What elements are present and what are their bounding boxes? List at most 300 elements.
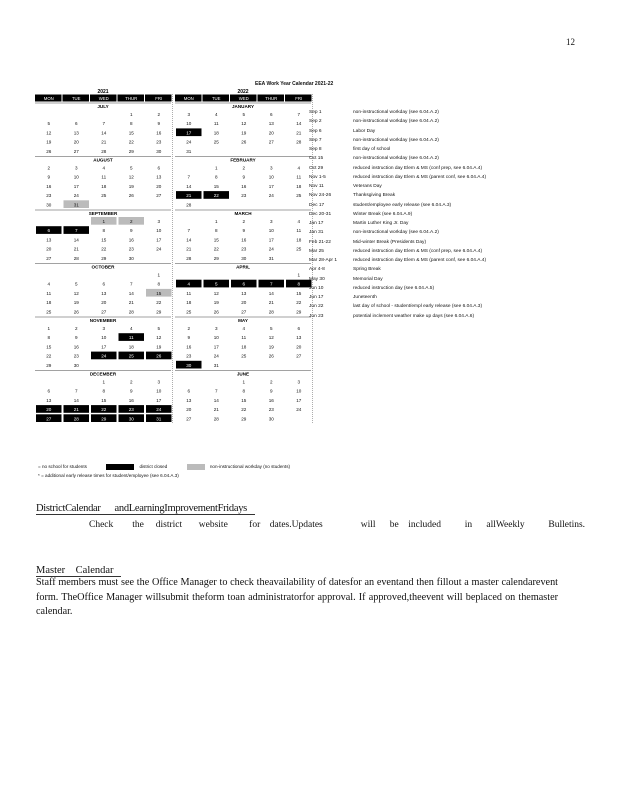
legend-grey-swatch xyxy=(187,464,205,470)
event-description: reduced instruction day (see 6.04.A.5) xyxy=(353,285,435,291)
day-number: 30 xyxy=(156,148,162,154)
event-description: non-instructional workday (see 6.04.A.2) xyxy=(353,110,439,116)
weekday-label: THUR xyxy=(265,96,278,101)
day-number: 14 xyxy=(268,290,274,296)
day-number: 30 xyxy=(186,362,192,368)
event-description: Martin Luther King Jr. Day xyxy=(353,221,409,227)
day-number: 12 xyxy=(46,130,52,136)
day-number: 12 xyxy=(213,290,219,296)
weekday-label: TUE xyxy=(71,96,81,101)
day-number: 13 xyxy=(46,397,52,403)
event-date: Sep 6 xyxy=(309,128,322,134)
day-number: 10 xyxy=(213,335,219,341)
event-date: Mar 28-Apr 1 xyxy=(309,258,337,264)
day-number: 24 xyxy=(268,246,274,252)
day-number: 11 xyxy=(46,290,52,296)
day-number: 30 xyxy=(128,416,134,422)
calendar-event xyxy=(309,238,486,247)
day-number: 27 xyxy=(186,416,192,422)
day-number: 12 xyxy=(73,290,79,296)
day-number: 1 xyxy=(214,165,218,171)
day-number: 2 xyxy=(129,219,133,224)
day-number: 23 xyxy=(46,193,52,199)
month-name: OCTOBER xyxy=(91,264,115,270)
day-number: 1 xyxy=(297,272,301,278)
day-number: 21 xyxy=(186,246,192,252)
day-number: 16 xyxy=(241,183,247,189)
event-date: May 30 xyxy=(309,276,325,282)
event-date: Jun 17 xyxy=(309,295,324,301)
day-number: 23 xyxy=(128,407,134,413)
day-number: 8 xyxy=(214,228,218,234)
event-description: reduced instruction day Elem & MS (parent conf, see 6.04.A.4) xyxy=(353,258,487,264)
day-number: 18 xyxy=(186,300,192,306)
day-number: 3 xyxy=(102,326,106,331)
page-number: 12 xyxy=(566,37,575,47)
day-number: 4 xyxy=(297,219,301,224)
day-number: 19 xyxy=(156,344,162,350)
day-number: 14 xyxy=(128,290,134,296)
day-number: 21 xyxy=(213,407,219,413)
event-description: non-instructional workday (see 6.04.A.2) xyxy=(353,156,439,162)
day-number: 25 xyxy=(296,193,302,199)
event-description: non-instructional workday (see 6.04.A.2) xyxy=(353,230,439,236)
day-number: 27 xyxy=(73,148,79,154)
day-number: 3 xyxy=(157,219,161,224)
day-number: 25 xyxy=(46,309,52,315)
event-date: Nov 11 xyxy=(309,184,324,190)
event-description: first day of school xyxy=(353,147,391,153)
day-number: 22 xyxy=(101,246,107,252)
event-date: Jan 17 xyxy=(309,221,324,227)
day-number: 26 xyxy=(128,193,134,199)
day-number: 10 xyxy=(73,174,79,180)
day-number: 20 xyxy=(46,246,52,252)
day-number: 21 xyxy=(101,139,107,145)
day-number: 8 xyxy=(214,174,218,180)
event-date: Dec 20-31 xyxy=(309,211,332,217)
weekday-label: WED xyxy=(238,96,249,101)
calendar-event xyxy=(309,275,486,284)
day-number: 8 xyxy=(129,121,133,127)
day-number: 9 xyxy=(74,335,78,341)
day-number: 7 xyxy=(214,388,218,394)
day-number: 16 xyxy=(268,397,274,403)
day-number: 20 xyxy=(241,300,247,306)
event-date: Jan 31 xyxy=(309,230,324,236)
event-description: Juneteenth xyxy=(353,295,377,301)
day-number: 4 xyxy=(129,326,133,331)
day-number: 28 xyxy=(296,139,302,145)
day-number: 2 xyxy=(269,379,273,385)
event-description: non-instructional workday (see 6.04.A.2) xyxy=(353,119,439,125)
event-description: Veterans Day xyxy=(353,184,382,190)
day-number: 4 xyxy=(214,112,218,117)
day-number: 8 xyxy=(47,335,51,341)
day-number: 26 xyxy=(156,353,162,359)
calendar-legend xyxy=(38,464,290,470)
day-number: 14 xyxy=(213,397,219,403)
weekday-label: FRI xyxy=(155,96,163,101)
day-number: 2 xyxy=(157,112,161,117)
day-number: 29 xyxy=(128,148,134,154)
calendar-event xyxy=(309,145,486,154)
day-number: 19 xyxy=(128,183,134,189)
day-number: 27 xyxy=(296,353,302,359)
day-number: 7 xyxy=(269,281,273,287)
calendar-event xyxy=(309,108,486,117)
day-number: 22 xyxy=(296,300,302,306)
day-number: 19 xyxy=(73,300,79,306)
event-date: Nov 1-5 xyxy=(309,174,326,180)
day-number: 8 xyxy=(102,228,106,234)
day-number: 16 xyxy=(128,397,134,403)
day-number: 6 xyxy=(47,388,51,394)
event-date: Dec 17 xyxy=(309,202,325,208)
calendar-event xyxy=(309,173,486,182)
calendar-event xyxy=(309,219,486,228)
weekday-label: FRI xyxy=(295,96,303,101)
event-description: reduced instruction day Elem & MS (parent conf, see 6.04.A.4) xyxy=(353,174,487,180)
calendar-event xyxy=(309,201,486,210)
event-date: Jun 22 xyxy=(309,304,324,310)
day-number: 29 xyxy=(46,362,52,368)
month-name: JULY xyxy=(97,104,109,109)
year-label: 2021 xyxy=(97,89,109,95)
section-heading-master-calendar: Master Calendar xyxy=(36,565,122,576)
event-date: Apr 4-8 xyxy=(309,267,325,273)
day-number: 21 xyxy=(186,193,192,199)
day-number: 9 xyxy=(187,335,191,341)
month-name: FEBRUARY xyxy=(230,157,256,163)
day-number: 23 xyxy=(73,353,79,359)
day-number: 10 xyxy=(101,335,107,341)
month-name: JANUARY xyxy=(231,104,255,109)
day-number: 10 xyxy=(156,388,162,394)
day-number: 17 xyxy=(73,183,79,189)
day-number: 16 xyxy=(241,237,247,243)
event-description: Memorial Day xyxy=(353,276,383,282)
day-number: 11 xyxy=(296,174,302,180)
event-description: reduced instruction day Elem & MS (conf prep, see 6.04.A.4) xyxy=(353,165,483,171)
day-number: 24 xyxy=(156,407,162,413)
calendar-event xyxy=(309,312,486,321)
day-number: 24 xyxy=(296,407,302,413)
day-number: 29 xyxy=(156,309,162,315)
day-number: 15 xyxy=(213,183,219,189)
day-number: 4 xyxy=(242,326,246,331)
day-number: 17 xyxy=(296,397,302,403)
calendar-event xyxy=(309,127,486,136)
day-number: 28 xyxy=(213,416,219,422)
day-number: 13 xyxy=(156,174,162,180)
day-number: 14 xyxy=(186,237,192,243)
day-number: 4 xyxy=(47,281,51,287)
day-number: 30 xyxy=(128,255,134,261)
section-body-master-calendar: Staff members must see the Office Manager to check theavailability of datesfor an eventand then fillout a master calendarevent form. TheOffice Manager willsubmit theform toan administratorfor approval. If approved,theevent will beplaced on themaster calendar. xyxy=(36,577,558,617)
month-name: MAY xyxy=(238,318,248,323)
event-description: Mid-winter Break (Presidents Day) xyxy=(353,239,427,245)
day-number: 17 xyxy=(213,344,219,350)
day-number: 13 xyxy=(46,237,52,243)
day-number: 7 xyxy=(129,281,133,287)
day-number: 2 xyxy=(47,165,51,171)
day-number: 27 xyxy=(156,193,162,199)
day-number: 20 xyxy=(46,407,52,413)
day-number: 14 xyxy=(73,397,79,403)
event-date: Feb 21-22 xyxy=(309,239,331,245)
day-number: 21 xyxy=(296,130,302,136)
day-number: 4 xyxy=(102,165,106,171)
day-number: 29 xyxy=(213,255,219,261)
day-number: 25 xyxy=(186,309,192,315)
day-number: 5 xyxy=(214,281,218,287)
day-number: 14 xyxy=(296,121,302,127)
calendar-event xyxy=(309,154,486,163)
month-name: SEPTEMBER xyxy=(88,211,118,216)
day-number: 10 xyxy=(268,228,274,234)
calendar-event xyxy=(309,191,486,200)
day-number: 22 xyxy=(46,353,52,359)
calendar-event xyxy=(309,210,486,219)
day-number: 29 xyxy=(241,416,247,422)
event-description: potential inclement weather make up days (see 6.04.A.6) xyxy=(353,313,475,319)
calendar-event xyxy=(309,256,486,265)
day-number: 7 xyxy=(187,174,191,180)
day-number: 15 xyxy=(213,237,219,243)
day-number: 18 xyxy=(213,130,219,136)
event-date: Oct 29 xyxy=(309,165,324,171)
day-number: 19 xyxy=(213,300,219,306)
day-number: 15 xyxy=(101,397,107,403)
month-name: MARCH xyxy=(234,211,252,216)
day-number: 5 xyxy=(242,112,246,117)
day-number: 8 xyxy=(297,281,301,287)
day-number: 13 xyxy=(268,121,274,127)
month-name: APRIL xyxy=(236,264,250,270)
calendar-event xyxy=(309,136,486,145)
day-number: 17 xyxy=(156,237,162,243)
day-number: 11 xyxy=(241,335,247,341)
day-number: 3 xyxy=(269,219,273,224)
month-name: JUNE xyxy=(236,371,250,377)
weekday-label: THUR xyxy=(125,96,138,101)
day-number: 18 xyxy=(128,344,134,350)
day-number: 12 xyxy=(241,121,247,127)
event-date: Sep 7 xyxy=(309,137,322,143)
day-number: 14 xyxy=(101,130,107,136)
day-number: 6 xyxy=(269,112,273,117)
day-number: 17 xyxy=(268,237,274,243)
weekday-label: WED xyxy=(98,96,109,101)
day-number: 11 xyxy=(128,335,134,341)
day-number: 9 xyxy=(129,228,133,234)
day-number: 13 xyxy=(241,290,247,296)
day-number: 20 xyxy=(156,183,162,189)
day-number: 7 xyxy=(74,388,78,394)
day-number: 20 xyxy=(268,130,274,136)
day-number: 4 xyxy=(297,165,301,171)
day-number: 21 xyxy=(128,300,134,306)
day-number: 23 xyxy=(241,193,247,199)
month-name: NOVEMBER xyxy=(89,318,117,323)
day-number: 25 xyxy=(241,353,247,359)
day-number: 23 xyxy=(241,246,247,252)
day-number: 22 xyxy=(213,193,219,199)
day-number: 22 xyxy=(101,407,107,413)
day-number: 2 xyxy=(242,165,246,171)
day-number: 11 xyxy=(296,228,302,234)
day-number: 30 xyxy=(46,202,52,208)
day-number: 2 xyxy=(74,326,78,331)
day-number: 24 xyxy=(213,353,219,359)
day-number: 31 xyxy=(213,362,219,368)
legend-note: * = additional early release times for student/employee (see 6.04.A.3) xyxy=(38,473,179,478)
day-number: 2 xyxy=(242,219,246,224)
legend-closed: district closed xyxy=(139,464,168,470)
day-number: 2 xyxy=(187,326,191,331)
weekday-label: MON xyxy=(183,96,194,101)
day-number: 30 xyxy=(73,362,79,368)
calendar-event xyxy=(309,293,486,302)
day-number: 16 xyxy=(73,344,79,350)
day-number: 12 xyxy=(128,174,134,180)
day-number: 28 xyxy=(128,309,134,315)
day-number: 4 xyxy=(187,281,191,287)
day-number: 6 xyxy=(47,228,51,234)
day-number: 3 xyxy=(157,379,161,385)
day-number: 18 xyxy=(241,344,247,350)
event-date: Sep 1 xyxy=(309,110,322,116)
day-number: 25 xyxy=(128,353,134,359)
day-number: 7 xyxy=(187,228,191,234)
calendar-event xyxy=(309,302,486,311)
day-number: 9 xyxy=(129,388,133,394)
day-number: 27 xyxy=(268,139,274,145)
day-number: 31 xyxy=(156,416,162,422)
day-number: 28 xyxy=(268,309,274,315)
calendar-event xyxy=(309,265,486,274)
day-number: 7 xyxy=(102,121,106,127)
day-number: 1 xyxy=(129,112,133,117)
day-number: 16 xyxy=(156,130,162,136)
day-number: 26 xyxy=(268,353,274,359)
section-heading-district-calendar: DistrictCalendar andLearningImprovementFridays xyxy=(36,503,255,514)
calendar-event xyxy=(309,284,486,293)
day-number: 28 xyxy=(186,202,192,208)
day-number: 11 xyxy=(186,290,192,296)
month-name: AUGUST xyxy=(93,157,113,163)
day-number: 3 xyxy=(297,379,301,385)
day-number: 6 xyxy=(187,388,191,394)
day-number: 16 xyxy=(186,344,192,350)
day-number: 29 xyxy=(101,255,107,261)
event-description: Winter Break (see 6.04.A.9) xyxy=(353,211,413,217)
event-description: student/employee early release (see 6.04.A.3) xyxy=(353,202,452,208)
legend-black-swatch xyxy=(106,464,134,470)
day-number: 22 xyxy=(241,407,247,413)
day-number: 1 xyxy=(102,379,106,385)
day-number: 31 xyxy=(73,202,79,208)
day-number: 15 xyxy=(101,237,107,243)
event-description: non-instructional workday (see 6.04.A.2) xyxy=(353,137,439,143)
day-number: 24 xyxy=(73,193,79,199)
day-number: 19 xyxy=(268,344,274,350)
day-number: 3 xyxy=(187,112,191,117)
day-number: 20 xyxy=(296,344,302,350)
day-number: 23 xyxy=(268,407,274,413)
day-number: 9 xyxy=(157,121,161,127)
day-number: 3 xyxy=(214,326,218,331)
day-number: 15 xyxy=(128,130,134,136)
day-number: 20 xyxy=(101,300,107,306)
day-number: 17 xyxy=(268,183,274,189)
legend-noninstructional: non-instructional workday (no students) xyxy=(209,464,291,470)
day-number: 19 xyxy=(241,130,247,136)
day-number: 20 xyxy=(73,139,79,145)
day-number: 18 xyxy=(296,237,302,243)
day-number: 21 xyxy=(268,300,274,306)
event-description: Labor Day xyxy=(353,128,376,134)
day-number: 25 xyxy=(101,193,107,199)
day-number: 18 xyxy=(101,183,107,189)
day-number: 9 xyxy=(242,228,246,234)
day-number: 13 xyxy=(186,397,192,403)
calendar-title: EEA Work Year Calendar 2021-22 xyxy=(255,81,334,87)
day-number: 9 xyxy=(269,388,273,394)
day-number: 7 xyxy=(74,228,78,234)
event-description: Thanksgiving Break xyxy=(353,193,396,199)
day-number: 28 xyxy=(101,148,107,154)
calendar-event xyxy=(309,117,486,126)
day-number: 12 xyxy=(156,335,162,341)
day-number: 6 xyxy=(102,281,106,287)
day-number: 15 xyxy=(46,344,52,350)
month-name: DECEMBER xyxy=(89,371,117,377)
day-number: 16 xyxy=(128,237,134,243)
day-number: 16 xyxy=(46,183,52,189)
day-number: 10 xyxy=(186,121,192,127)
calendar-event xyxy=(309,247,486,256)
day-number: 8 xyxy=(242,388,246,394)
day-number: 5 xyxy=(47,121,51,127)
day-number: 15 xyxy=(296,290,302,296)
event-description: Spring Break xyxy=(353,267,381,273)
day-number: 6 xyxy=(297,326,301,331)
day-number: 26 xyxy=(213,309,219,315)
event-date: Oct 15 xyxy=(309,156,324,162)
day-number: 6 xyxy=(157,165,161,171)
day-number: 9 xyxy=(242,174,246,180)
event-description: last day of school - student/empl early release (see 6.04.A.3) xyxy=(353,304,483,310)
day-number: 14 xyxy=(73,237,79,243)
day-number: 14 xyxy=(186,183,192,189)
day-number: 5 xyxy=(129,165,133,171)
calendar-event xyxy=(309,164,486,173)
legend-no-school: = no school for students xyxy=(38,464,87,470)
day-number: 13 xyxy=(101,290,107,296)
calendar-event xyxy=(309,182,486,191)
day-number: 11 xyxy=(101,174,107,180)
day-number: 2 xyxy=(129,379,133,385)
day-number: 17 xyxy=(101,344,107,350)
event-date: Jun 10 xyxy=(309,285,324,291)
day-number: 7 xyxy=(297,112,301,117)
day-number: 28 xyxy=(73,255,79,261)
day-number: 18 xyxy=(296,183,302,189)
day-number: 24 xyxy=(186,139,192,145)
day-number: 29 xyxy=(296,309,302,315)
